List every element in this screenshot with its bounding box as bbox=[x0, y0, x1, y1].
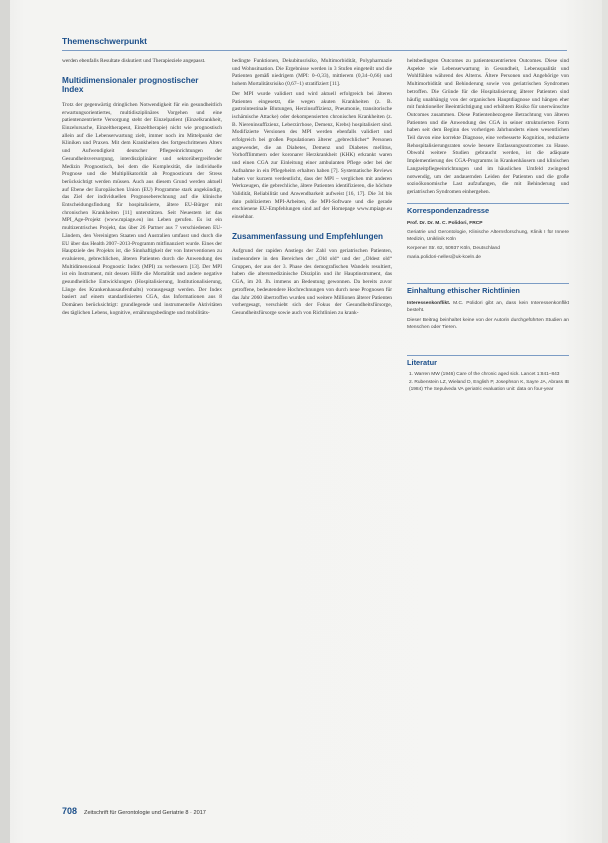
scan-edge-right bbox=[602, 0, 608, 843]
ethics-box bbox=[407, 283, 569, 331]
journal-citation: Zeitschrift für Gerontologie und Geriatrie 8 · 2017 bbox=[84, 810, 206, 816]
header-rule bbox=[62, 50, 567, 51]
author-email[interactable]: maria.polidori-nelles@uk-koeln.de bbox=[407, 254, 482, 260]
paragraph-continuation: werden ebenfalls Resultate diskutiert und Therapieziele angepasst. bbox=[62, 58, 206, 64]
paragraph-validation: Der MPI wurde validiert und wird aktuell erfolgreich bei älteren Patienten eingesetzt, die wegen akuten Krankheiten (z. B. gastrointestinale Blutungen, Herzinsuffizienz, Pneumonie, transitorische ischämische Attacke) oder dekompensierten chronischen Krankheiten (z. B. Niereninsuffizienz, Leberzirrhose, Demenz, Krebs) hospitalisiert sind. Modifizierte Versionen des MPI werden ebenfalls validiert und erfolgreich bei großen Populationen älterer „gebrechlicher“ Personen angewendet, die an Diabetes, Demenz und Diabetes mellitus, Vorhofflimmern oder koronarer Herzkrankheit (KHK) erkrankt waren und einen CGA zur Einleitung einer ambulanten Pflege oder bei der Aufnahme in ein Pflegeheim erhalten haben [7]. Systematische Reviews haben vor kurzem verdeutlicht, dass der MPI – verglichen mit anderen Werkzeugen, die gebrechliche, ältere Patienten identifizieren, die höchste Validität, Reliabilität und Anwendbarkeit aufweist [16, 17]. Die 34 bis dato publizierten MPI-Arbeiten, die MPI-Software und die gerade erschienene EU-Empfehlungen sind auf der Homepage www.mpiage.eu einsehbar. bbox=[232, 90, 392, 221]
page-number: 708 bbox=[62, 806, 78, 816]
reference-item: 2. Rubenstein LZ, Wieland D, English P, Josephson K, Sayre JA, Abrass IB (1984) The Sepulveda VA geriatric evaluation unit: data on four-year bbox=[409, 380, 569, 393]
conflict-text: M.C. Polidori gibt an, dass kein Interessenkonflikt besteht. bbox=[407, 300, 569, 313]
section-heading-summary: Zusammenfassung und Empfehlungen bbox=[232, 231, 384, 241]
author-department: Geriatrie und Gerontologie, Klinische Alternsforschung, Klinik I für Innere Medizin, Uniklinik Köln bbox=[407, 229, 569, 242]
correspondence-title: Korrespondenzadresse bbox=[407, 203, 569, 216]
ethics-title: Einhaltung ethischer Richtlinien bbox=[407, 283, 569, 296]
author-address: Kerpener Str. 62, 50937 Köln, Deutschland bbox=[407, 245, 500, 251]
section-heading-mpi: Multidimensionaler prognostischer Index bbox=[62, 75, 199, 95]
ethics-statement: Dieser Beitrag beinhaltet keine von der Autorin durchgeführten Studien an Menschen oder Tieren. bbox=[407, 317, 569, 330]
conflict-label: Interessenkonflikt. bbox=[407, 300, 451, 306]
column-1 bbox=[62, 58, 222, 758]
paragraph-outcomes: heitsbedingten Outcomes zu patientenzentrierten Outcomes. Diese sind Aspekte wie Lebenserwartung in Gesundheit, Lebensqualität und Wohlfühlen während des Alterns. Ältere Personen und Angehörige von Multimorbidität und Behinderung sowie von geriatrischen Syndromen betroffen. Die Gründe für die Hospitalisierung älterer Patienten sind häufig unabhängig von der organischen Hauptdiagnose und hängen eher mit funktioneller Beeinträchtigung und erhöhtem Risiko für unerwünschte Outcomes zusammen. Diese Patientenbezogene Betrachtung von älteren Patienten und die Anwendung des CGA in seiner strukturierten Form haben seit dem Beginn des vorherigen Jahrhunderts einen wesentlichen Teil davon eine korrekte Diagnose, eine verbesserte Kognition, reduzierte Rehospitalisierungsraten sowie bessere Entlassungsoutcomes zu Hause. Obwohl weitere Studien gebraucht werden, ist die adäquate Implementierung des CGA-Programms in Krankenhäusern und klinischen Langzeitpflegeeinrichtungen und im häuslichen Umfeld zwingend notwendig, um der andauernden Leiden der Patienten und die große sozioökonomische Last aufzufangen, die mit Behinderung und geriatrischen Syndromen einhergehen. bbox=[407, 58, 569, 195]
correspondence-box bbox=[407, 203, 569, 261]
references-list bbox=[407, 372, 569, 394]
paragraph-summary: Aufgrund der rapiden Anstiegs der Zahl von geriatrischen Patienten, insbesondere in den Bereichen der „Old old“ und der „Oldest old“ Gruppen, der aus der 3. Phase des demografischen Wandels resultiert, haben die altersmedizinische Disziplin und ihr Hauptinstrument, das CGA, im 20. Jh. immens an Bedeutung gewonnen. Da bereits zuvor getroffene, bedeutendere Hochrechnungen von durch neue Prognosen für das Jahr 2060 übertroffen wurden und weitere Millionen älterer Patienten vorhergesagt, verschiebt sich der Fokus der Gesundheitsfürsorge, Gesundheitsfürsorge sowie auch von Richtlinien zu krank- bbox=[232, 248, 392, 316]
reference-item: 1. Warren MW (1946) Care of the chronic aged sick. Lancet 1:841–843 bbox=[409, 371, 560, 377]
paragraph-mpi: Trotz der gegenwärtig dringlichen Notwendigkeit für ein gesundheitlich erwartungsorientiertes, multidisziplinäres Vorgehen und eine patientenzentrierte Versorgung steht der Einzelpatient (Einzelkrankheit, Einzelursache, Einzeltherapeut, Einzeltherapie) nicht wie prognostisch allein auf die Lebenserwartung zielt, immer noch im Mittelpunkt der Kliniken und Praxen. Mit dem Krankheiten des fortgeschrittenen Alters und Aufwendigkeit deutscher Pflegeeinrichtungen der Gesundheitsversorgung, interdisziplinärer und sektorübergreifender Medizin Prognostisch, bei dem die Komplexität, die individuelle Prognose und die Multiplikatorität ab Prognosticum der Stress berücksichtigt werden müssen. Auch aus diesem Grund werden aktuell auf Ebene der Europäischen Union (EU) Programme stark angekündigt, das Ziel der individuellen Prognoseberechnung auf die klinische Entscheidungsfindung für hospitalisierte, ältere EU-Bürger mit chronischen Krankheiten [11] unterstützen. Seit Neuestem ist das MPI_Age-Projekt (www.mpiage.eu) ins Leben gerufen. Es ist ein multizentrisches Projekt, das über 26 Partner aus 7 verschiedenen EU-Ländern, den Vereinigten Staaten und Australien umfasst und durch die EU über das Health 2007–2013-Programm mitfinanziert wurde. Eines der Hauptziele des Projekts ist, die Sinnhaftigkeit der von Interventionen zu evaluieren, gebrechlichen, älteren Patienten durch die Anwendung des Multidimensional Prognostic Index (MPI) zu verbessern [13]. Der MPI ist ein Instrument, mit dessen Hilfe die Mortalität und andere negative gesundheitliche Entwicklungen (Hospitalisierung, Institutionalisierung, Länge des Krankenhausaufenthalts) vorausgesagt werden. Der Index basiert auf einem standardisierten CGA, das Informationen aus 8 Domänen berücksichtigt: grundlegende und instrumentelle Aktivitäten des täglichen Lebens, kognitive, ernährungsbedingte und mobilitäts- bbox=[62, 101, 222, 316]
references-title: Literatur bbox=[407, 355, 569, 368]
page-footer bbox=[62, 806, 206, 818]
references-box bbox=[407, 355, 569, 394]
paragraph-domains: bedingte Funktionen, Dekubitusrisiko, Multimorbidität, Polypharmazie und Wohnsituation. Die Ergebnisse werden in 3 Stufen eingeteilt und die Patienten gemäß niedrigem (MPI: 0–0,33), mittlerem (0,34–0,66) und hohem Mortalitätsrisiko (0,67–1) stratifiziert [11]. bbox=[232, 58, 392, 88]
column-3 bbox=[407, 58, 569, 758]
column-2 bbox=[232, 58, 392, 758]
scan-edge-left bbox=[0, 0, 10, 843]
section-header: Themenschwerpunkt bbox=[62, 36, 148, 46]
author-name: Prof. Dr. Dr. M. C. Polidori, FRCP bbox=[407, 220, 483, 226]
